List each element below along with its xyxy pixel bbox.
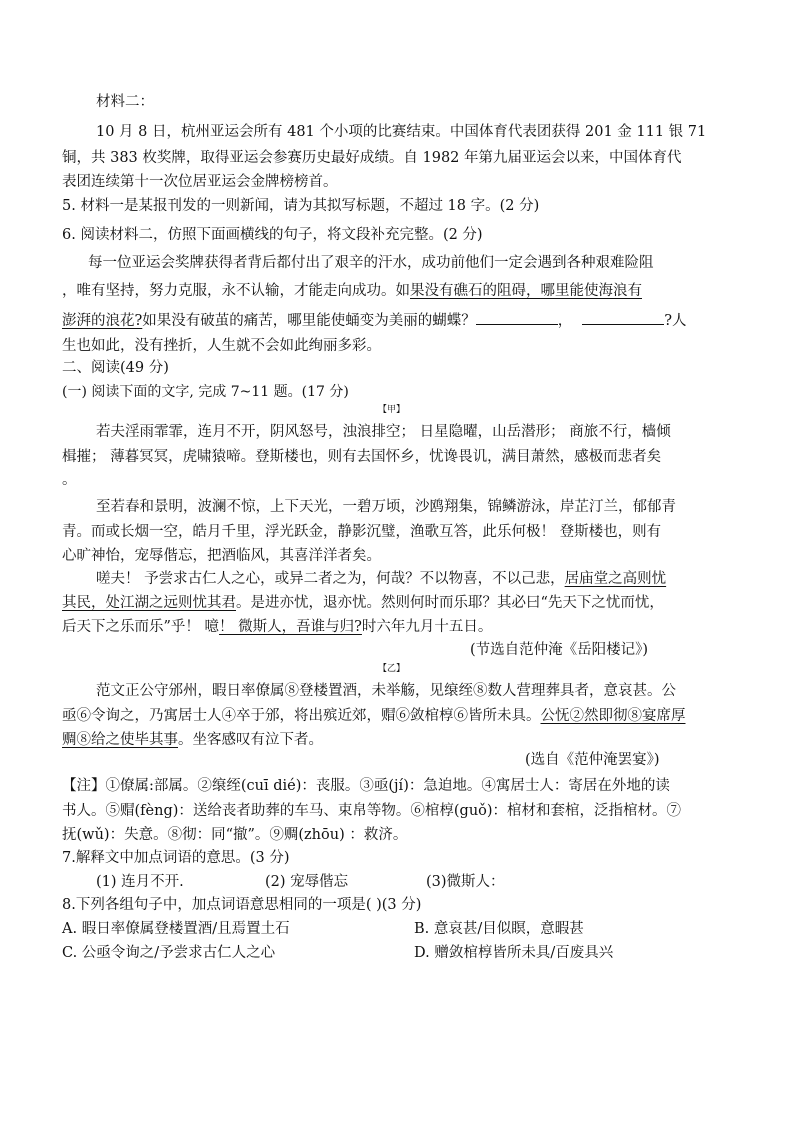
jia-p1-line-1: 若夫淫雨霏霏，连月不开，阴风怒号，浊浪排空； 日星隐曜，山岳潜形； 商旅不行，樯倾 xyxy=(96,424,671,440)
jia-source: (节选自范仲淹《岳阳楼记》) xyxy=(470,642,649,658)
material2-line-1: 10 月 8 日，杭州亚运会所有 481 个小项的比赛结束。中国体育代表团获得 201 金 111 银 71 xyxy=(96,124,707,140)
notes-line-1: 【注】①僚属:部属。②缞绖(cuī dié)：丧服。③亟(jí)：急迫地。④寓居士人：寄居在外地的读 xyxy=(62,778,670,794)
jia-underlined-sentence-part-2: 其民，处江湖之远则忧其君 xyxy=(62,595,236,611)
q6-passage-line-3 xyxy=(62,309,687,331)
q6-answer-blank-2[interactable] xyxy=(582,309,664,325)
text-yi-tag: 【乙】 xyxy=(378,664,406,674)
jia-p3-line-2-text: 。是进亦忧，退亦忧。然则何时而乐耶？其必曰“先天下之忧而忧， xyxy=(236,595,664,611)
q6-comma: ， xyxy=(557,313,573,329)
q6-underlined-model-sentence-part-2: 澎湃的浪花? xyxy=(62,313,143,329)
section-2-title: 二、阅读(49 分) xyxy=(62,360,169,376)
jia-p2-line-2: 青。而或长烟一空，皓月千里，浮光跃金，静影沉璧，渔歌互答，此乐何极！ 登斯楼也，则有 xyxy=(62,524,662,540)
q6-passage-line-4: 生也如此，没有挫折，人生就不会如此绚丽多彩。 xyxy=(62,338,381,354)
jia-p1-line-2: 楫摧； 薄暮冥冥，虎啸猿啼。登斯楼也，则有去国怀乡，忧谗畏讥，满目萧然，感极而悲者矣 xyxy=(62,449,662,465)
notes-line-2: 书人。⑤赗(fèng)：送给丧者助葬的车马、束帛等物。⑥棺椁(guǒ)：棺材和套棺，泛指棺材。⑦ xyxy=(62,803,682,819)
q8-option-b[interactable]: B. 意哀甚/目似瞑，意暇甚 xyxy=(414,921,584,937)
jia-underlined-sentence-part-1: 居庙堂之高则忧 xyxy=(564,571,667,587)
jia-p2-line-3: 心旷神怡，宠辱偕忘，把酒临风，其喜洋洋者矣。 xyxy=(62,548,381,564)
q6-underlined-model-sentence-part-1: 果没有礁石的阻碍，哪里能使海浪有 xyxy=(410,283,642,299)
q8-option-c[interactable]: C. 公亟令询之/予尝求古仁人之心 xyxy=(62,945,276,961)
q6-passage-line-1: 每一位亚运会奖牌获得者背后都付出了艰辛的汗水，成功前他们一定会遇到各种艰难险阻 xyxy=(88,255,654,271)
q6-line-2-text: ，唯有坚持，努力克服，永不认输，才能走向成功。如 xyxy=(62,283,410,299)
q6-line-3-text: 如果没有破茧的痛苦，哪里能使蛹变为美丽的蝴蝶？ xyxy=(142,313,476,329)
jia-p3-line-3-text: 后天下之乐而乐”乎！ 噫 xyxy=(62,619,220,635)
notes-line-3: 抚(wǔ)：失意。⑧彻：同“撤”。⑨赒(zhōu) ：救济。 xyxy=(62,827,408,843)
yi-underlined-sentence-part-2: 赒⑧给之使毕其事 xyxy=(62,732,178,748)
question-7-title: 7.解释文中加点词语的意思。(3 分) xyxy=(62,850,290,866)
jia-underlined-sentence-3: ！ 微斯人，吾谁与归? xyxy=(219,619,362,635)
yi-line-3-text: 。坐客感叹有泣下者。 xyxy=(178,732,323,748)
yi-underlined-sentence-part-1: 公怃②然即彻⑧宴席厚 xyxy=(540,708,686,724)
q7-item-2: (2) 宠辱偕忘 xyxy=(265,874,349,890)
material2-line-3: 表团连续第十一次位居亚运会金牌榜榜首。 xyxy=(62,174,338,190)
yi-line-2-text: 亟⑥令询之，乃寓居士人④卒于邠，将出殡近郊，赗⑥敛棺椁⑥皆所未具。 xyxy=(62,708,541,724)
q6-answer-blank-1[interactable] xyxy=(476,309,558,325)
text-jia-tag: 【甲】 xyxy=(378,405,406,415)
yi-source: (选自《范仲淹罢宴》) xyxy=(525,752,660,768)
question-5: 5. 材料一是某报刊发的一则新闻，请为其拟写标题，不超过 18 字。(2 分) xyxy=(62,198,540,214)
q6-line-3-end: ?人 xyxy=(664,313,687,329)
q6-passage-line-2 xyxy=(62,281,642,301)
material2-line-2: 铜，共 383 枚奖牌，取得亚运会参赛历史最好成绩。自 1982 年第九届亚运会以来，中国体育代 xyxy=(62,150,682,166)
jia-p2-line-1: 至若春和景明，波澜不惊，上下天光，一碧万顷，沙鸥翔集，锦鳞游泳，岸芷汀兰，郁郁青 xyxy=(96,499,676,515)
yi-line-1: 范文正公守邠州，暇日率僚属⑧登楼置酒，未举觞，见缞绖⑧数人营理葬具者，意哀甚。公 xyxy=(96,683,676,699)
question-8-title: 8.下列各组句子中，加点词语意思相同的一项是( )(3 分) xyxy=(62,897,422,913)
q8-option-d[interactable]: D. 赠敛棺椁皆所未具/百废具兴 xyxy=(414,945,614,961)
jia-p3-line-3-end: 时六年九月十五日。 xyxy=(361,619,493,635)
q8-option-a[interactable]: A. 暇日率僚属登楼置酒/且焉置土石 xyxy=(62,921,290,937)
jia-p1-line-3: 。 xyxy=(62,472,77,488)
jia-p3-line-1-text: 嗟夫！ 予尝求古仁人之心，或异二者之为，何哉？不以物喜，不以己悲， xyxy=(96,571,565,587)
jia-p3-line-3 xyxy=(62,617,492,637)
q7-item-3: (3)微斯人： xyxy=(426,874,505,890)
question-6-title: 6. 阅读材料二，仿照下面画横线的句子，将文段补充完整。(2 分) xyxy=(62,227,483,243)
jia-p3-line-1 xyxy=(96,569,666,589)
section-2-subtitle: (一) 阅读下面的文字, 完成 7~11 题。(17 分) xyxy=(62,384,349,400)
q7-item-1: (1) 连月不开. xyxy=(96,874,184,890)
yi-line-2 xyxy=(62,706,686,726)
jia-p3-line-2 xyxy=(62,593,664,613)
yi-line-3 xyxy=(62,730,323,750)
material2-heading: 材料二： xyxy=(96,94,154,110)
